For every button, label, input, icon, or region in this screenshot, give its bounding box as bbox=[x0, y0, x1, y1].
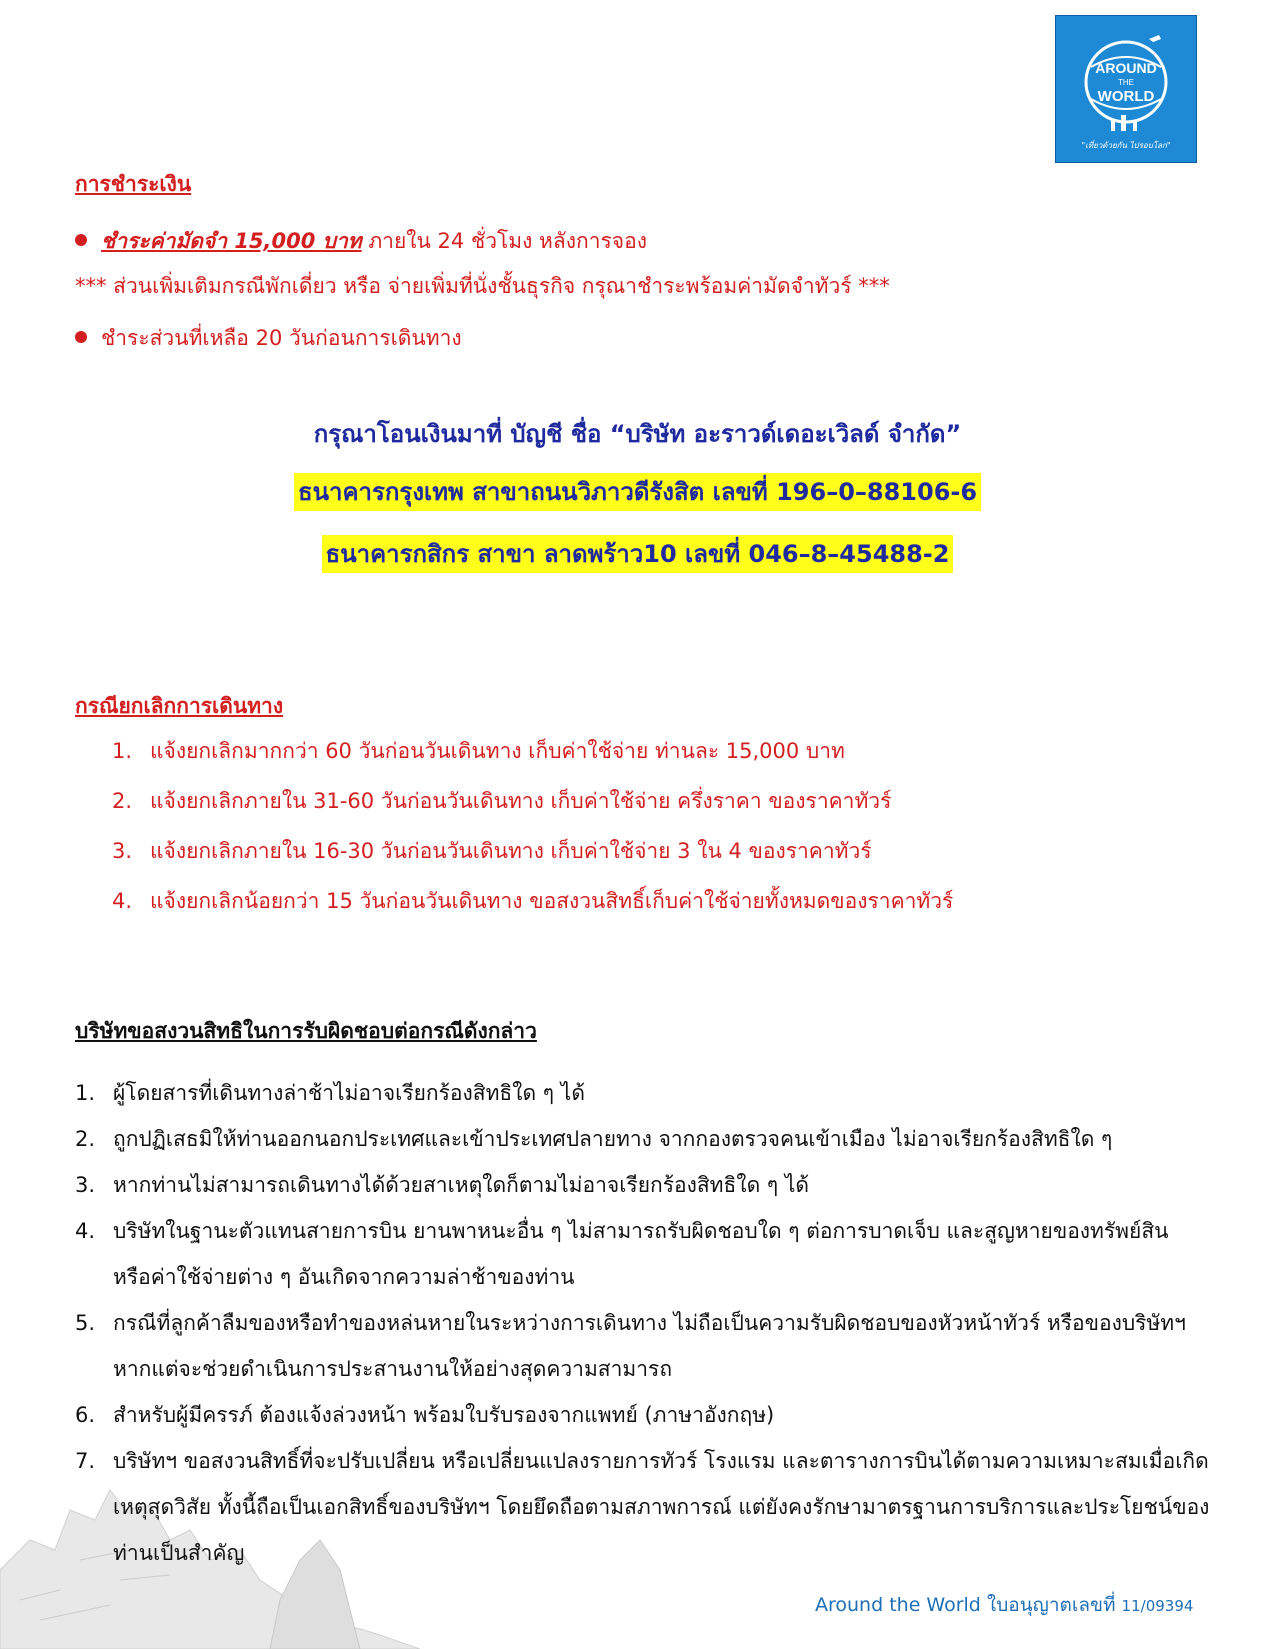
transfer-account-name: กรุณาโอนเงินมาที่ บัญชี ชื่อ “บริษัท อะราวด์เดอะเวิลด์ จำกัด” bbox=[313, 420, 962, 448]
transfer-instruction bbox=[0, 414, 1275, 453]
list-item: 1. ผู้โดยสารที่เดินทางล่าช้าไม่อาจเรียกร้องสิทธิใด ๆ ได้ bbox=[75, 1081, 585, 1105]
list-item: 5. กรณีที่ลูกค้าลืมของหรือทำของหล่นหายในระหว่างการเดินทาง ไม่ถือเป็นความรับผิดชอบของหัวหน้าทัวร์ หรือของบริษัทฯ หากแต่จะช่วยดำเนินการประสานงานให้อย่างสุดความสามารถ bbox=[75, 1311, 1186, 1381]
kasikorn-bank-line bbox=[0, 534, 1275, 573]
bangkok-bank-account: ธนาคารกรุงเทพ สาขาถนนวิภาวดีรังสิต เลขที่ 196–0–88106-6 bbox=[294, 473, 981, 511]
footer-license-label: ใบอนุญาตเลขที่ bbox=[980, 1594, 1122, 1616]
bangkok-bank-line bbox=[0, 472, 1275, 511]
list-item: 1. แจ้งยกเลิกมากกว่า 60 วันก่อนวันเดินทาง เก็บค่าใช้จ่าย ท่านละ 15,000 บาท bbox=[112, 739, 845, 763]
footer-license bbox=[815, 1590, 1193, 1620]
bullet-icon bbox=[75, 331, 87, 343]
list-item: 2. แจ้งยกเลิกภายใน 31-60 วันก่อนวันเดินทาง เก็บค่าใช้จ่าย ครึ่งราคา ของราคาทัวร์ bbox=[112, 789, 892, 813]
svg-text:AROUND: AROUND bbox=[1095, 59, 1157, 76]
list-item: 6. สำหรับผู้มีครรภ์ ต้องแจ้งล่วงหน้า พร้อมใบรับรองจากแพทย์ (ภาษาอังกฤษ) bbox=[75, 1403, 775, 1427]
terms-heading: บริษัทขอสงวนสิทธิในการรับผิดชอบต่อกรณีดังกล่าว bbox=[75, 1019, 537, 1043]
list-item: 4. แจ้งยกเลิกน้อยกว่า 15 วันก่อนวันเดินทาง ขอสงวนสิทธิ์เก็บค่าใช้จ่ายทั้งหมดของราคาทัวร์ bbox=[112, 889, 954, 913]
balance-text: ชำระส่วนที่เหลือ 20 วันก่อนการเดินทาง bbox=[101, 326, 462, 350]
cancellation-heading: กรณียกเลิกการเดินทาง bbox=[75, 694, 284, 718]
globe-icon bbox=[1071, 27, 1181, 137]
balance-line bbox=[75, 322, 462, 355]
footer-brand: Around the World bbox=[815, 1594, 981, 1616]
deposit-amount: ชำระค่ามัดจำ 15,000 บาท bbox=[101, 229, 362, 253]
payment-heading: การชำระเงิน bbox=[75, 172, 192, 196]
list-item: 3. หากท่านไม่สามารถเดินทางได้ด้วยสาเหตุใดก็ตามไม่อาจเรียกร้องสิทธิใด ๆ ได้ bbox=[75, 1173, 810, 1197]
bullet-icon bbox=[75, 234, 87, 246]
deposit-deadline: ภายใน 24 ชั่วโมง หลังการจอง bbox=[361, 229, 647, 253]
cancellation-list bbox=[112, 738, 953, 938]
svg-text:THE: THE bbox=[1118, 77, 1134, 87]
kasikorn-bank-account: ธนาคารกสิกร สาขา ลาดพร้าว10 เลขที่ 046–8–45488-2 bbox=[322, 535, 954, 573]
payment-note: *** ส่วนเพิ่มเติมกรณีพักเดี่ยว หรือ จ่ายเพิ่มที่นั่งชั้นธุรกิจ กรุณาชำระพร้อมค่ามัดจำทัวร์ *** bbox=[75, 274, 890, 298]
around-the-world-logo bbox=[1055, 15, 1197, 163]
list-item: 4. บริษัทในฐานะตัวแทนสายการบิน ยานพาหนะอื่น ๆ ไม่สามารถรับผิดชอบใด ๆ ต่อการบาดเจ็บ และสูญหายของทรัพย์สิน หรือค่าใช้จ่ายต่าง ๆ อันเกิดจากความล่าช้าของท่าน bbox=[75, 1219, 1169, 1289]
terms-list bbox=[75, 1070, 1210, 1576]
list-item: 7. บริษัทฯ ขอสงวนสิทธิ์ที่จะปรับเปลี่ยน หรือเปลี่ยนแปลงรายการทัวร์ โรงแรม และตารางการบินได้ตามความเหมาะสมเมื่อเกิดเหตุสุดวิสัย ทั้งนี้ถือเป็นเอกสิทธิ์ของบริษัทฯ โดยยึดถือตามสภาพการณ์ แต่ยังคงรักษามาตรฐานการบริการและประโยชน์ของท่านเป็นสำคัญ bbox=[75, 1449, 1210, 1565]
logo-tagline: "เที่ยวด้วยกัน ไปรอบโลก" bbox=[1081, 140, 1171, 150]
footer-license-number: 11/09394 bbox=[1121, 1597, 1194, 1615]
list-item: 2. ถูกปฏิเสธมิให้ท่านออกนอกประเทศและเข้าประเทศปลายทาง จากกองตรวจคนเข้าเมือง ไม่อาจเรียกร้องสิทธิใด ๆ bbox=[75, 1127, 1113, 1151]
svg-text:WORLD: WORLD bbox=[1097, 87, 1155, 105]
deposit-line bbox=[75, 225, 647, 258]
list-item: 3. แจ้งยกเลิกภายใน 16-30 วันก่อนวันเดินทาง เก็บค่าใช้จ่าย 3 ใน 4 ของราคาทัวร์ bbox=[112, 839, 872, 863]
